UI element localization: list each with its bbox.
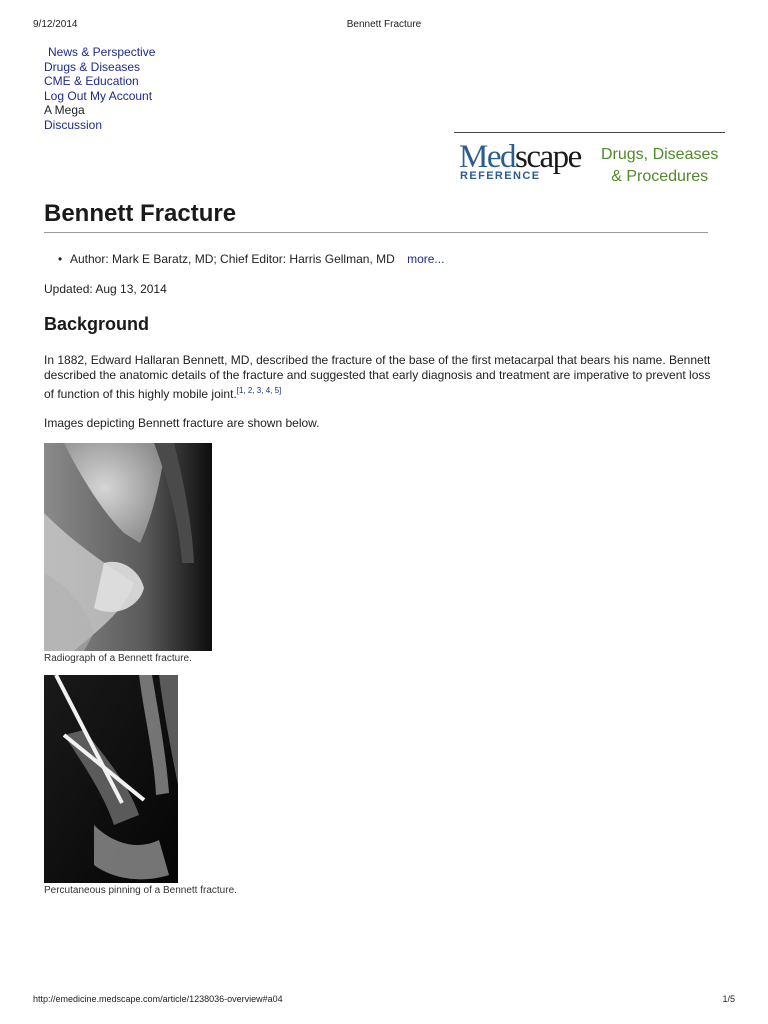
figure-caption-1: Radiograph of a Bennett fracture. <box>44 653 192 664</box>
pinning-xray-image[interactable] <box>44 675 178 883</box>
logo-tagline: Drugs, Diseases & Procedures <box>601 146 719 185</box>
print-page-number: 1/5 <box>722 994 735 1004</box>
article-title: Bennett Fracture <box>44 200 237 227</box>
citation-links[interactable]: [1, 2, 3, 4, 5] <box>236 386 282 395</box>
medscape-logo[interactable] <box>459 141 729 189</box>
top-nav <box>44 45 155 133</box>
print-page-title: Bennett Fracture <box>346 19 422 30</box>
bullet-icon: • <box>58 252 63 266</box>
title-divider <box>44 232 708 233</box>
author-text: Author: Mark E Baratz, MD; Chief Editor: Harris Gellman, MD <box>70 252 395 266</box>
brand-divider <box>454 132 725 133</box>
nav-link-cme-education[interactable]: CME & Education <box>44 74 139 89</box>
print-url: http://emedicine.medscape.com/article/1238036-overview#a04 <box>33 994 283 1004</box>
author-line <box>58 252 445 266</box>
background-paragraph: In 1882, Edward Hallaran Bennett, MD, described the fracture of the base of the first metacarpal that bears his name. Bennett described the anatomic details of the fracture and suggested that early diagnosis and treatment are imperative to prevent loss of function of this highly mobile joint.[1, 2, 3, 4, 5] <box>44 353 711 401</box>
section-heading-background: Background <box>44 314 150 334</box>
logo-reference-label: REFERENCE <box>460 170 541 182</box>
nav-link-drugs-diseases[interactable]: Drugs & Diseases <box>44 59 141 74</box>
updated-date: Updated: Aug 13, 2014 <box>44 282 167 296</box>
logo-wordmark: Medscape <box>459 139 581 175</box>
more-authors-link[interactable]: more... <box>407 252 445 266</box>
radiograph-image[interactable] <box>44 443 212 651</box>
images-intro-text: Images depicting Bennett fracture are shown below. <box>44 416 320 430</box>
figure-caption-2: Percutaneous pinning of a Bennett fracture. <box>44 885 237 896</box>
nav-link-discussion[interactable]: Discussion <box>44 117 103 132</box>
print-date: 9/12/2014 <box>33 19 78 30</box>
nav-text-mega: A Mega <box>44 103 85 118</box>
nav-link-logout[interactable]: Log Out My Account <box>44 88 153 103</box>
nav-link-news[interactable]: News & Perspective <box>48 45 156 59</box>
